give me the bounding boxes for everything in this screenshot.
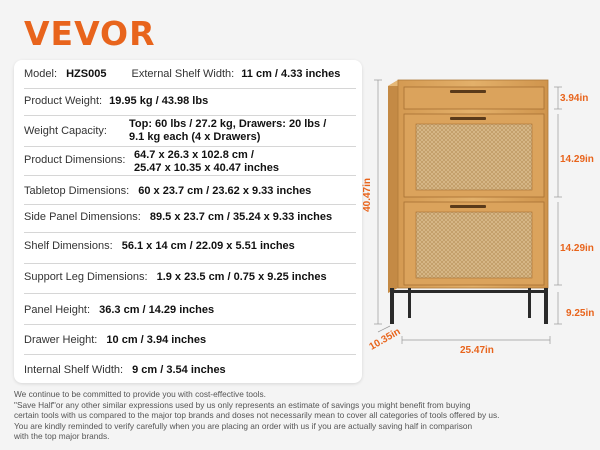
spec-row-drawer-height (24, 334, 356, 347)
spec-value: 60 x 23.7 cm / 23.62 x 9.33 inches (138, 185, 312, 197)
spec-value-line2: 25.47 x 10.35 x 40.47 inches (134, 162, 279, 174)
divider (24, 324, 356, 325)
spec-value: 19.95 kg / 43.98 lbs (109, 95, 209, 107)
spec-label: Product Dimensions: (24, 154, 126, 166)
divider (24, 293, 356, 294)
spec-value: 56.1 x 14 cm / 22.09 x 5.51 inches (121, 240, 295, 252)
spec-row-internal-shelf (24, 364, 356, 377)
dim-drawer-height: 3.94in (560, 93, 589, 104)
disclaimer-text (14, 389, 594, 442)
spec-value: 89.5 x 23.7 cm / 35.24 x 9.33 inches (149, 211, 333, 223)
spec-row-support-leg (24, 271, 356, 284)
disclaimer-line: certain tools with us compared to the major top brands and doses not necessarily mean to cover all categories of tools offered by us. (14, 410, 500, 421)
spec-label: Tabletop Dimensions: (24, 185, 130, 197)
spec-value: 36.3 cm / 14.29 inches (99, 304, 215, 316)
divider (24, 115, 356, 116)
spec-label: Weight Capacity: (24, 125, 107, 137)
dim-panel-height-upper: 14.29in (560, 154, 594, 165)
spec-value: HZS005 (66, 68, 107, 80)
spec-value: 10 cm / 3.94 inches (106, 334, 207, 346)
disclaimer-line: "Save Half"or any other similar expressions used by us only represents an estimate of savings you might benefit from buying (14, 399, 471, 410)
spec-label: Shelf Dimensions: (24, 240, 113, 252)
spec-value-line2: 9.1 kg each (4 x Drawers) (129, 131, 261, 143)
spec-row-side-panel (24, 211, 356, 224)
spec-label: Model: (24, 68, 58, 80)
dim-leg-height: 9.25in (566, 308, 595, 319)
vevor-logo: VEVOR (24, 14, 156, 53)
spec-label: Panel Height: (24, 304, 91, 316)
spec-label: Support Leg Dimensions: (24, 271, 148, 283)
spec-value: Top: 60 lbs / 27.2 kg, Drawers: 20 lbs / (129, 118, 327, 130)
spec-row-panel-height (24, 304, 356, 317)
spec-card (14, 60, 362, 383)
spec-value: 1.9 x 23.5 cm / 0.75 x 9.25 inches (156, 271, 327, 283)
dim-total-height: 40.47in (362, 178, 373, 212)
disclaimer-line: with the top major brands. (14, 431, 110, 442)
spec-label: External Shelf Width: (131, 68, 235, 80)
spec-label: Product Weight: (24, 95, 103, 107)
spec-label: Internal Shelf Width: (24, 364, 124, 376)
divider (24, 263, 356, 264)
disclaimer-line: We continue to be committed to provide you with cost-effective tools. (14, 389, 266, 399)
divider (24, 88, 356, 89)
spec-label: Drawer Height: (24, 334, 98, 346)
divider (24, 204, 356, 205)
divider (24, 175, 356, 176)
dim-width: 25.47in (460, 345, 494, 356)
disclaimer-line: You are kindly reminded to verify carefully when you are placing an order with us if you are actually saving half in comparison (14, 420, 473, 431)
spec-row-tabletop (24, 185, 356, 198)
divider (24, 354, 356, 355)
spec-value: 11 cm / 4.33 inches (241, 68, 341, 80)
divider (24, 232, 356, 233)
spec-value: 64.7 x 26.3 x 102.8 cm / (134, 149, 254, 161)
dim-depth: 10.35in (367, 326, 403, 353)
spec-row-shelf (24, 240, 356, 253)
spec-value: 9 cm / 3.54 inches (132, 364, 226, 376)
cabinet-illustration (362, 60, 600, 390)
spec-label: Side Panel Dimensions: (24, 211, 141, 223)
dim-panel-height-lower: 14.29in (560, 243, 594, 254)
spec-row-weight (24, 95, 356, 108)
divider (24, 146, 356, 147)
cabinet-drawing (368, 60, 600, 390)
spec-row-model (24, 68, 356, 81)
